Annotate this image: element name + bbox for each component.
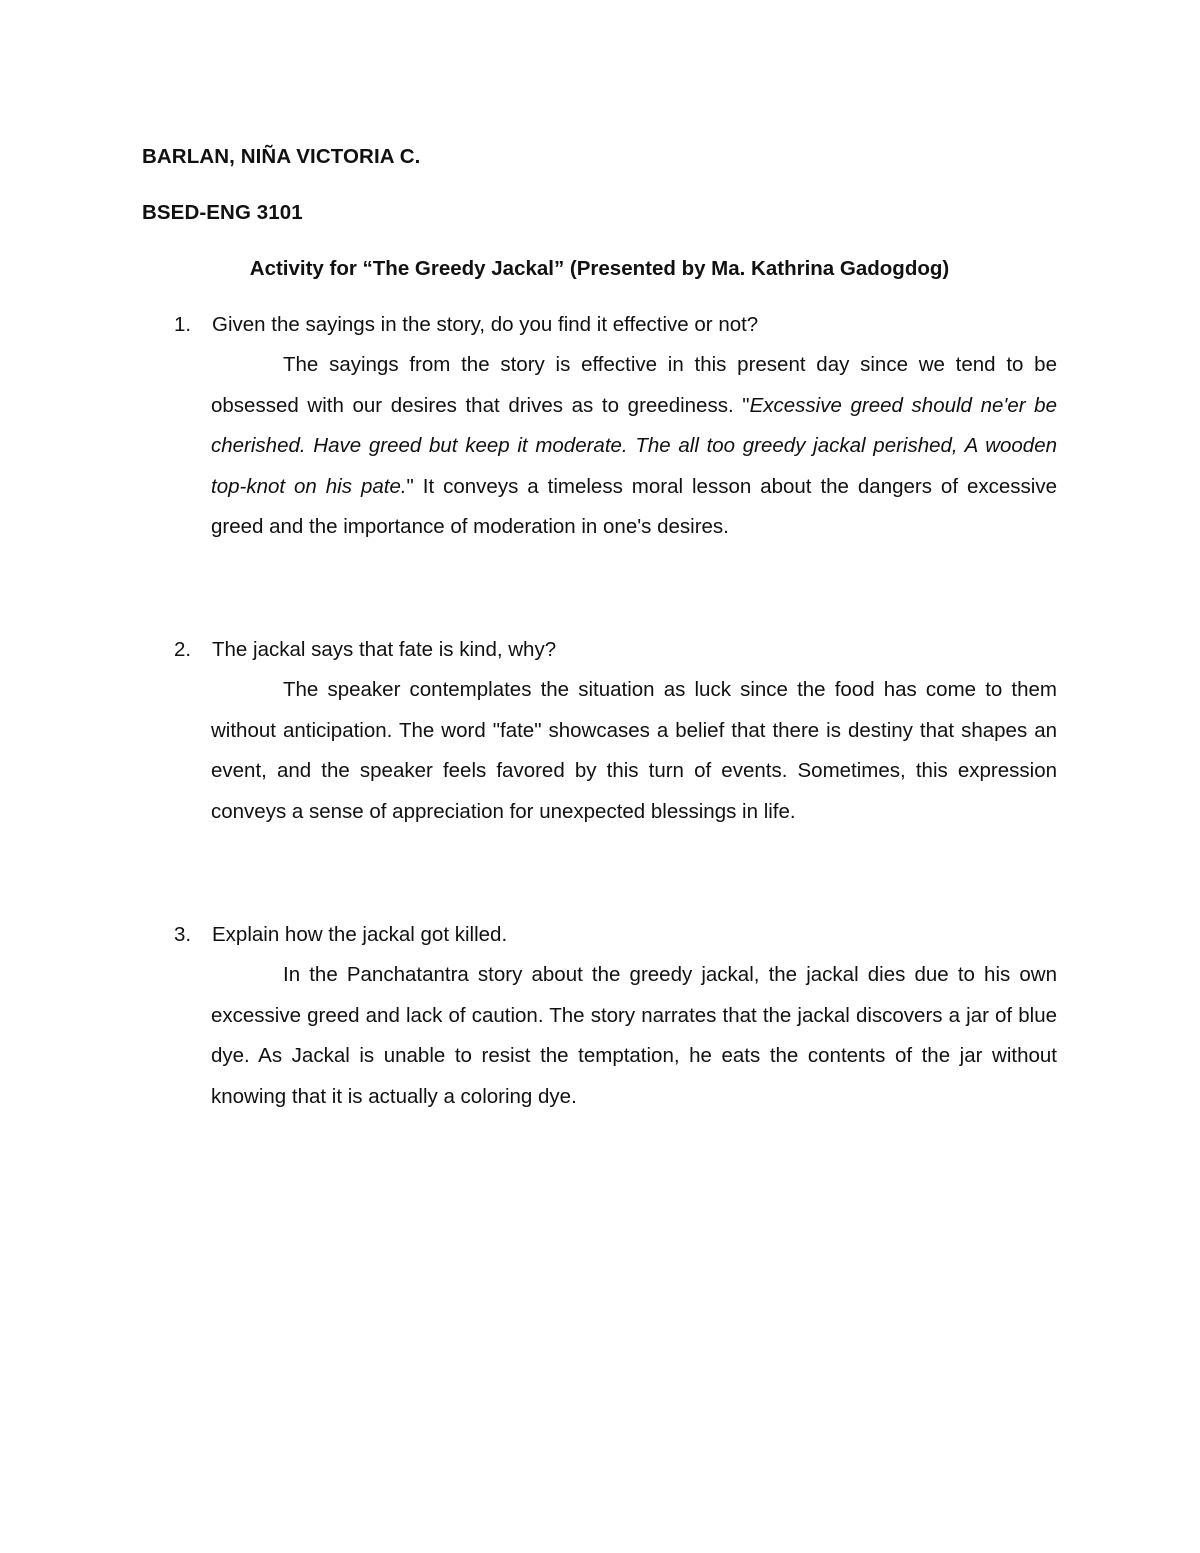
- answer-text: The sayings from the story is effective in this present day since we tend to be obsessed with our desires that drives as to greediness. ": [211, 353, 1057, 417]
- question-number: 2.: [174, 638, 192, 661]
- question-number: 3.: [174, 923, 192, 946]
- course-section: BSED-ENG 3101: [142, 201, 303, 224]
- question-text: Explain how the jackal got killed.: [212, 923, 508, 946]
- answer-quote: Excessive greed should ne'er be cherished. Have greed but keep it moderate. The all too greedy jackal perished, A wooden top-knot on his pate.: [211, 393, 1057, 498]
- answer-2: The speaker contemplates the situation as luck since the food has come to them without anticipation. The word "fate" showcases a belief that there is destiny that shapes an event, and the speaker feels favored by this turn of events. Sometimes, this expression conveys a sense of appreciation for unexpected blessings in life.: [211, 678, 1057, 823]
- question-text: Given the sayings in the story, do you find it effective or not?: [212, 313, 759, 336]
- answer-3: In the Panchatantra story about the greedy jackal, the jackal dies due to his own excessive greed and lack of caution. The story narrates that the jackal discovers a jar of blue dye. As Jackal is unable to resist the temptation, he eats the contents of the jar without knowing that it is actually a coloring dye.: [211, 963, 1057, 1108]
- activity-title: Activity for “The Greedy Jackal” (Presented by Ma. Kathrina Gadogdog): [249, 257, 950, 280]
- student-name: BARLAN, NIÑA VICTORIA C.: [142, 145, 421, 168]
- answer-text: " It conveys a timeless moral lesson about the dangers of excessive greed and the importance of moderation in one's desires.: [211, 474, 1057, 539]
- question-text: The jackal says that fate is kind, why?: [212, 638, 557, 661]
- question-number: 1.: [174, 313, 192, 336]
- answer-1: [211, 345, 1057, 548]
